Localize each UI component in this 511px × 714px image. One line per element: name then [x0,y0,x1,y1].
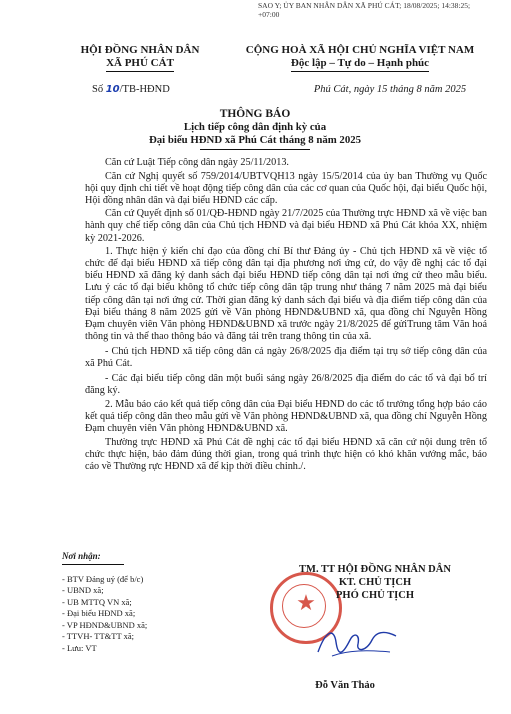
digital-signature-stamp [258,1,508,19]
title-line-2: Đại biểu HĐND xã Phú Cát tháng 8 năm 2025 [148,134,362,146]
issuing-agency [40,44,240,72]
paragraph: 1. Thực hiện ý kiến chỉ đạo của đồng chí Bí thư Đảng ủy - Chủ tịch HĐND xã về việc tổ chức để đại biểu HĐND xã tiếp công dân tại địa phương nơi ứng cử, do vậy đề nghị các tổ đại biểu HĐND xã đăng ký danh sách đại biểu HĐND tiếp công dân tại nơi ứng cử theo mẫu biểu. Lưu ý các tổ đại biểu không tổ chức tiếp công dân tập trung như tháng 7 năm 2025 mà đại biểu tiếp công dân tại nơi ứng cử. Thời gian đăng ký danh sách đại biểu và địa điểm tiếp công dân của Đại biểu tháng 8 năm 2025 gửi về Văn phòng HĐND&UBND xã, qua đồng chí Nguyễn Hồng Đạm chuyên viên Văn phòng HĐND&UBND xã trước ngày 21/8/2025 để gửiTrung tâm Văn hoá thông tin và thể thao thông báo và đăng tải trên trang thông tin của xã. [85,246,487,342]
doc-number-suffix: /TB-HĐND [119,84,170,95]
paragraph: - Chủ tịch HĐND xã tiếp công dân cả ngày 26/8/2025 địa điểm tại trụ sở tiếp công dân của xã Phú Cát. [85,345,487,369]
paragraph: Căn cứ Quyết định số 01/QĐ-HĐND ngày 21/7/2025 của Thường trực HĐND xã về việc ban hành quy chế tiếp công dân của Chủ tịch HĐND và đại biểu HĐND xã Phú Cát khóa XX, nhiệm kỳ 2021-2026. [85,208,487,244]
recipient-item: - Đại biểu HĐND xã; [62,608,136,618]
doc-number-value: 10 [105,84,120,95]
signer-name: Đỗ Văn Thảo [315,680,375,691]
paragraph: - Các đại biểu tiếp công dân một buổi sáng ngày 26/8/2025 địa điểm do các tổ và đại bổ trí đăng ký. [85,373,487,397]
agency-commune: XÃ PHÚ CÁT [106,57,174,72]
stamp-line-1: SAO Y; ỦY BAN NHÂN DÂN XÃ PHÚ CÁT; 18/08/2025; 14:38:25; [258,1,471,10]
paragraph: 2. Mẫu báo cáo kết quả tiếp công dân của Đại biểu HĐND do các tổ trưởng tổng hợp báo cáo kết quả tiếp công dân theo mẫu gửi về Văn phòng HĐND&UBND xã, qua đồng chí Nguyễn Hồng Đạm chuyên viên Văn phòng HĐND&UBND xã. [85,398,487,434]
recipient-item: - UB MTTQ VN xã; [62,596,132,607]
seal-star-icon: ★ [296,590,316,615]
signer-line-3: PHÓ CHỦ TỊCH [336,590,414,601]
recipient-item: - Lưu: VT [62,642,97,653]
recipient-item: - BTV Đảng uỷ (để b/c) [62,573,144,584]
national-motto: Độc lập – Tự do – Hạnh phúc [291,57,429,72]
doc-number-prefix: Số [92,84,104,95]
country-name: CỘNG HOÀ XÃ HỘI CHỦ NGHĨA VIỆT NAM [245,44,475,56]
recipient-item: - TTVH- TT&TT xã; [62,631,135,641]
paragraph: Căn cứ Luật Tiếp công dân ngày 25/11/2013. [105,157,289,168]
recipient-item: - VP HĐND&UBND xã; [62,619,148,630]
handwritten-signature [312,622,402,662]
place-date: Phú Cát, ngày 15 tháng 8 năm 2025 [313,84,467,95]
title-divider [200,149,310,150]
national-title [225,44,495,72]
signer-block [255,563,495,602]
recipient-item: - UBND xã; [62,585,104,595]
agency-name: HỘI ĐỒNG NHÂN DÂN [80,44,200,56]
recipients-divider [62,564,124,565]
document-body [85,157,487,474]
title-line-1: Lịch tiếp công dân định kỳ của [183,121,327,133]
stamp-line-2: +07:00 [258,10,280,19]
signer-line-1: TM. TT HỘI ĐỒNG NHÂN DÂN [299,564,451,575]
recipients-list [62,551,232,654]
document-title [40,108,470,150]
document-number [92,84,170,95]
paragraph: Thường trực HĐND xã Phú Cát đề nghị các tổ đại biểu HĐND xã căn cứ nội dung trên tổ chức thực hiện, bảo đảm đúng thời gian, trong quá trình thực hiện có khó khăn vướng mắc, báo cáo về Thường rực HĐND xã để kịp thời điều chỉnh./. [85,436,487,472]
signer-line-2: KT. CHỦ TỊCH [338,577,412,588]
document-type: THÔNG BÁO [219,108,291,120]
recipients-title: Nơi nhận: [62,551,101,561]
paragraph: Căn cứ Nghị quyết số 759/2014/UBTVQH13 ngày 15/5/2014 của ủy ban Thường vụ Quốc hội quy định chi tiết về hoạt động tiếp công dân của các cơ quan của Quốc hội, đại biểu Quốc hội, Hội đồng nhân dân và đại biểu HĐND các cấp. [85,170,487,206]
